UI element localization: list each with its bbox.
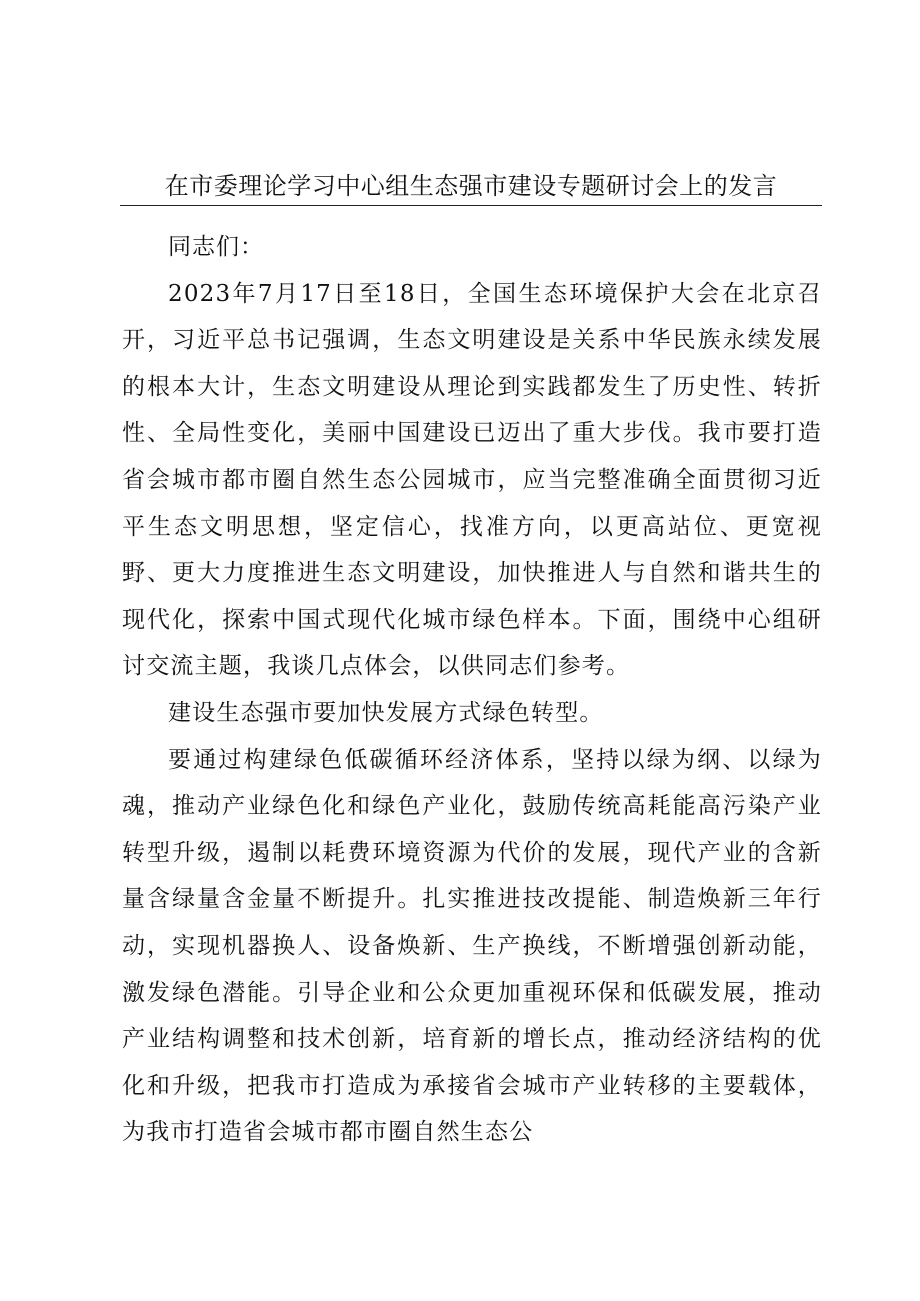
title-underline xyxy=(120,205,822,206)
intro-paragraph: 2023年7月17日至18日，全国生态环境保护大会在北京召开，习近平总书记强调，生态文明建设是关系中华民族永续发展的根本大计，生态文明建设从理论到实践都发生了历史性、转折性、全局性变化，美丽中国建设已迈出了重大步伐。我市要打造省会城市都市圈自然生态公园城市，应当完整准确全面贯彻习近平生态文明思想，坚定信心，找准方向，以更高站位、更宽视野、更大力度推进生态文明建设，加快推进人与自然和谐共生的现代化，探索中国式现代化城市绿色样本。下面，围绕中心组研讨交流主题，我谈几点体会，以供同志们参考。 xyxy=(122,280,822,680)
section-heading-paragraph: 建设生态强市要加快发展方式绿色转型。 xyxy=(168,699,604,726)
greeting-paragraph: 同志们： xyxy=(168,234,264,260)
document-title: 在市委理论学习中心组生态强市建设专题研讨会上的发言 xyxy=(164,172,778,200)
body-paragraph: 要通过构建绿色低碳循环经济体系，坚持以绿为纲、以绿为魂，推动产业绿色化和绿色产业化，鼓励传统高耗能高污染产业转型升级，遏制以耗费环境资源为代价的发展，现代产业的含新量含绿量含金量不断提升。扎实推进技改提能、制造焕新三年行动，实现机器换人、设备焕新、生产换线，不断增强创新动能，激发绿色潜能。引导企业和公众更加重视环保和低碳发展，推动产业结构调整和技术创新，培育新的增长点，推动经济结构的优化和升级，把我市打造成为承接省会城市产业转移的主要载体，为我市打造省会城市都市圈自然生态公 xyxy=(122,746,822,1146)
document-body xyxy=(122,224,822,1156)
